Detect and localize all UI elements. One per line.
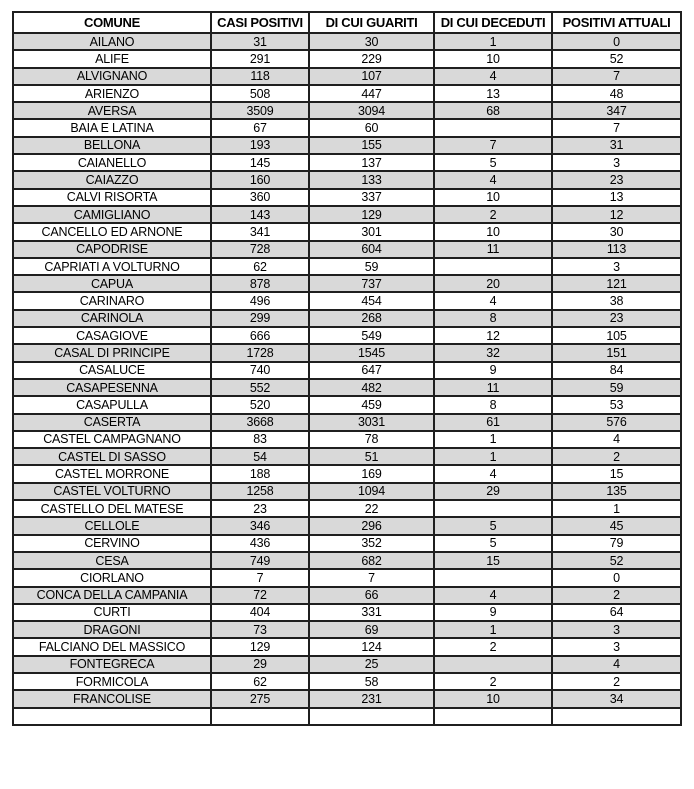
value-cell: 38	[552, 292, 681, 309]
comune-cell: AVERSA	[13, 102, 211, 119]
value-cell: 231	[309, 690, 434, 707]
value-cell: 107	[309, 68, 434, 85]
table-row	[13, 85, 681, 102]
table-row	[13, 656, 681, 673]
value-cell: 7	[552, 119, 681, 136]
value-cell: 1094	[309, 483, 434, 500]
table-row	[13, 362, 681, 379]
value-cell: 8	[434, 310, 552, 327]
value-cell: 129	[309, 206, 434, 223]
table-row	[13, 119, 681, 136]
value-cell: 3	[552, 154, 681, 171]
value-cell: 15	[552, 465, 681, 482]
value-cell: 508	[211, 85, 309, 102]
value-cell: 9	[434, 604, 552, 621]
value-cell: 105	[552, 327, 681, 344]
value-cell: 1	[434, 33, 552, 50]
table-row	[13, 414, 681, 431]
value-cell: 447	[309, 85, 434, 102]
value-cell: 13	[552, 189, 681, 206]
value-cell: 145	[211, 154, 309, 171]
value-cell: 331	[309, 604, 434, 621]
column-header: CASI POSITIVI	[211, 12, 309, 33]
value-cell: 728	[211, 241, 309, 258]
value-cell: 20	[434, 275, 552, 292]
comune-cell: CAPRIATI A VOLTURNO	[13, 258, 211, 275]
table-row	[13, 50, 681, 67]
comune-cell: ARIENZO	[13, 85, 211, 102]
comune-cell: CIORLANO	[13, 569, 211, 586]
value-cell: 10	[434, 223, 552, 240]
value-cell: 1728	[211, 344, 309, 361]
value-cell: 740	[211, 362, 309, 379]
comune-cell: CURTI	[13, 604, 211, 621]
value-cell: 118	[211, 68, 309, 85]
value-cell: 749	[211, 552, 309, 569]
comune-cell: CASTEL CAMPAGNANO	[13, 431, 211, 448]
value-cell: 67	[211, 119, 309, 136]
value-cell: 29	[211, 656, 309, 673]
table-row	[13, 587, 681, 604]
comune-cell: CONCA DELLA CAMPANIA	[13, 587, 211, 604]
value-cell: 169	[309, 465, 434, 482]
value-cell: 68	[434, 102, 552, 119]
value-cell: 48	[552, 85, 681, 102]
comune-cell: CAMIGLIANO	[13, 206, 211, 223]
comune-cell: CASAPESENNA	[13, 379, 211, 396]
value-cell: 2	[552, 448, 681, 465]
value-cell: 10	[434, 189, 552, 206]
value-cell: 275	[211, 690, 309, 707]
table-row	[13, 552, 681, 569]
table-row	[13, 500, 681, 517]
value-cell: 188	[211, 465, 309, 482]
comune-cell: CELLOLE	[13, 517, 211, 534]
value-cell: 7	[434, 137, 552, 154]
value-cell: 193	[211, 137, 309, 154]
column-header: DI CUI DECEDUTI	[434, 12, 552, 33]
value-cell: 4	[434, 292, 552, 309]
value-cell: 1	[552, 500, 681, 517]
table-row	[13, 621, 681, 638]
table-row	[13, 189, 681, 206]
table-row	[13, 517, 681, 534]
value-cell: 229	[309, 50, 434, 67]
comune-cell: AILANO	[13, 33, 211, 50]
value-cell: 31	[211, 33, 309, 50]
value-cell: 121	[552, 275, 681, 292]
value-cell: 7	[309, 569, 434, 586]
value-cell: 160	[211, 171, 309, 188]
value-cell: 3668	[211, 414, 309, 431]
value-cell: 66	[309, 587, 434, 604]
comune-cell: CASAGIOVE	[13, 327, 211, 344]
value-cell	[434, 569, 552, 586]
value-cell: 291	[211, 50, 309, 67]
value-cell: 151	[552, 344, 681, 361]
comune-cell: CAIAZZO	[13, 171, 211, 188]
value-cell: 5	[434, 535, 552, 552]
value-cell: 61	[434, 414, 552, 431]
table-row	[13, 223, 681, 240]
value-cell: 549	[309, 327, 434, 344]
table-row	[13, 137, 681, 154]
value-cell: 137	[309, 154, 434, 171]
value-cell: 30	[552, 223, 681, 240]
value-cell: 64	[552, 604, 681, 621]
value-cell: 459	[309, 396, 434, 413]
comune-cell: ALVIGNANO	[13, 68, 211, 85]
value-cell: 12	[552, 206, 681, 223]
comune-cell: CARINOLA	[13, 310, 211, 327]
value-cell: 346	[211, 517, 309, 534]
covid-table	[12, 11, 682, 726]
table-row	[13, 275, 681, 292]
value-cell: 52	[552, 552, 681, 569]
value-cell: 54	[211, 448, 309, 465]
table-row	[13, 33, 681, 50]
value-cell: 3094	[309, 102, 434, 119]
value-cell: 4	[552, 431, 681, 448]
table-row	[13, 292, 681, 309]
table-row	[13, 327, 681, 344]
table-row	[13, 690, 681, 707]
comune-cell: DRAGONI	[13, 621, 211, 638]
comune-cell: FRANCOLISE	[13, 690, 211, 707]
value-cell: 666	[211, 327, 309, 344]
value-cell: 11	[434, 241, 552, 258]
table-row	[13, 535, 681, 552]
table-row	[13, 396, 681, 413]
table-row	[13, 241, 681, 258]
value-cell: 1	[434, 431, 552, 448]
comune-cell: BELLONA	[13, 137, 211, 154]
value-cell: 12	[434, 327, 552, 344]
value-cell: 0	[552, 33, 681, 50]
value-cell: 352	[309, 535, 434, 552]
value-cell	[552, 708, 681, 725]
table-row	[13, 379, 681, 396]
comune-cell: CARINARO	[13, 292, 211, 309]
table-row	[13, 483, 681, 500]
value-cell: 11	[434, 379, 552, 396]
value-cell: 62	[211, 258, 309, 275]
table-row	[13, 673, 681, 690]
value-cell: 337	[309, 189, 434, 206]
comune-cell: FONTEGRECA	[13, 656, 211, 673]
value-cell: 4	[434, 587, 552, 604]
comune-cell: CASALUCE	[13, 362, 211, 379]
value-cell: 1545	[309, 344, 434, 361]
value-cell: 32	[434, 344, 552, 361]
value-cell: 5	[434, 517, 552, 534]
table-row	[13, 310, 681, 327]
value-cell: 347	[552, 102, 681, 119]
value-cell: 155	[309, 137, 434, 154]
value-cell: 59	[552, 379, 681, 396]
value-cell: 45	[552, 517, 681, 534]
table-row	[13, 171, 681, 188]
value-cell: 4	[434, 68, 552, 85]
value-cell: 124	[309, 638, 434, 655]
column-header: POSITIVI ATTUALI	[552, 12, 681, 33]
column-header: DI CUI GUARITI	[309, 12, 434, 33]
value-cell: 59	[309, 258, 434, 275]
value-cell: 53	[552, 396, 681, 413]
value-cell: 576	[552, 414, 681, 431]
value-cell: 84	[552, 362, 681, 379]
value-cell: 52	[552, 50, 681, 67]
value-cell: 2	[434, 206, 552, 223]
table-row	[13, 206, 681, 223]
comune-cell: CAIANELLO	[13, 154, 211, 171]
comune-cell: CASERTA	[13, 414, 211, 431]
value-cell: 1	[434, 621, 552, 638]
value-cell: 2	[434, 638, 552, 655]
value-cell: 737	[309, 275, 434, 292]
comune-cell: CALVI RISORTA	[13, 189, 211, 206]
value-cell: 878	[211, 275, 309, 292]
value-cell: 436	[211, 535, 309, 552]
column-header: COMUNE	[13, 12, 211, 33]
value-cell	[309, 708, 434, 725]
value-cell	[434, 258, 552, 275]
value-cell: 3031	[309, 414, 434, 431]
header-row	[13, 12, 681, 33]
value-cell: 23	[211, 500, 309, 517]
value-cell	[434, 500, 552, 517]
comune-cell: CAPODRISE	[13, 241, 211, 258]
value-cell	[434, 119, 552, 136]
value-cell: 1	[434, 448, 552, 465]
value-cell: 8	[434, 396, 552, 413]
value-cell: 604	[309, 241, 434, 258]
comune-cell: ALIFE	[13, 50, 211, 67]
value-cell: 62	[211, 673, 309, 690]
value-cell: 360	[211, 189, 309, 206]
value-cell: 30	[309, 33, 434, 50]
value-cell: 2	[434, 673, 552, 690]
value-cell: 496	[211, 292, 309, 309]
value-cell: 31	[552, 137, 681, 154]
value-cell: 7	[211, 569, 309, 586]
comune-cell: CANCELLO ED ARNONE	[13, 223, 211, 240]
value-cell: 72	[211, 587, 309, 604]
comune-cell: FORMICOLA	[13, 673, 211, 690]
table-row	[13, 638, 681, 655]
comune-cell: CASTELLO DEL MATESE	[13, 500, 211, 517]
value-cell: 454	[309, 292, 434, 309]
comune-cell: CASTEL VOLTURNO	[13, 483, 211, 500]
value-cell: 4	[434, 171, 552, 188]
value-cell: 13	[434, 85, 552, 102]
comune-cell: BAIA E LATINA	[13, 119, 211, 136]
value-cell: 51	[309, 448, 434, 465]
value-cell: 15	[434, 552, 552, 569]
value-cell: 3	[552, 621, 681, 638]
value-cell: 647	[309, 362, 434, 379]
table-row	[13, 465, 681, 482]
value-cell: 133	[309, 171, 434, 188]
value-cell: 3	[552, 258, 681, 275]
value-cell: 7	[552, 68, 681, 85]
value-cell: 78	[309, 431, 434, 448]
value-cell: 9	[434, 362, 552, 379]
value-cell	[434, 708, 552, 725]
comune-cell: FALCIANO DEL MASSICO	[13, 638, 211, 655]
comune-cell: CASTEL MORRONE	[13, 465, 211, 482]
value-cell: 143	[211, 206, 309, 223]
value-cell: 10	[434, 50, 552, 67]
value-cell	[434, 656, 552, 673]
comune-cell: CERVINO	[13, 535, 211, 552]
value-cell: 296	[309, 517, 434, 534]
value-cell: 301	[309, 223, 434, 240]
value-cell: 25	[309, 656, 434, 673]
value-cell: 341	[211, 223, 309, 240]
value-cell: 83	[211, 431, 309, 448]
value-cell: 4	[434, 465, 552, 482]
comune-cell: CASTEL DI SASSO	[13, 448, 211, 465]
value-cell: 520	[211, 396, 309, 413]
value-cell: 10	[434, 690, 552, 707]
value-cell: 2	[552, 587, 681, 604]
table-row	[13, 154, 681, 171]
partial-row	[13, 708, 681, 725]
value-cell: 2	[552, 673, 681, 690]
value-cell: 34	[552, 690, 681, 707]
value-cell: 552	[211, 379, 309, 396]
value-cell: 5	[434, 154, 552, 171]
table-row	[13, 448, 681, 465]
value-cell: 3509	[211, 102, 309, 119]
value-cell: 3	[552, 638, 681, 655]
value-cell: 682	[309, 552, 434, 569]
value-cell: 4	[552, 656, 681, 673]
value-cell: 482	[309, 379, 434, 396]
value-cell: 129	[211, 638, 309, 655]
table-row	[13, 344, 681, 361]
value-cell: 135	[552, 483, 681, 500]
value-cell: 113	[552, 241, 681, 258]
value-cell	[13, 708, 211, 725]
value-cell: 29	[434, 483, 552, 500]
value-cell: 73	[211, 621, 309, 638]
table-row	[13, 68, 681, 85]
value-cell: 60	[309, 119, 434, 136]
value-cell: 23	[552, 171, 681, 188]
value-cell: 404	[211, 604, 309, 621]
table-row	[13, 604, 681, 621]
table-body	[13, 33, 681, 725]
value-cell: 79	[552, 535, 681, 552]
value-cell	[211, 708, 309, 725]
comune-cell: CESA	[13, 552, 211, 569]
comune-cell: CASAPULLA	[13, 396, 211, 413]
value-cell: 0	[552, 569, 681, 586]
table-row	[13, 431, 681, 448]
value-cell: 22	[309, 500, 434, 517]
comune-cell: CAPUA	[13, 275, 211, 292]
table-row	[13, 569, 681, 586]
value-cell: 23	[552, 310, 681, 327]
value-cell: 58	[309, 673, 434, 690]
value-cell: 299	[211, 310, 309, 327]
comune-cell: CASAL DI PRINCIPE	[13, 344, 211, 361]
value-cell: 1258	[211, 483, 309, 500]
table-row	[13, 102, 681, 119]
table-row	[13, 258, 681, 275]
value-cell: 69	[309, 621, 434, 638]
value-cell: 268	[309, 310, 434, 327]
